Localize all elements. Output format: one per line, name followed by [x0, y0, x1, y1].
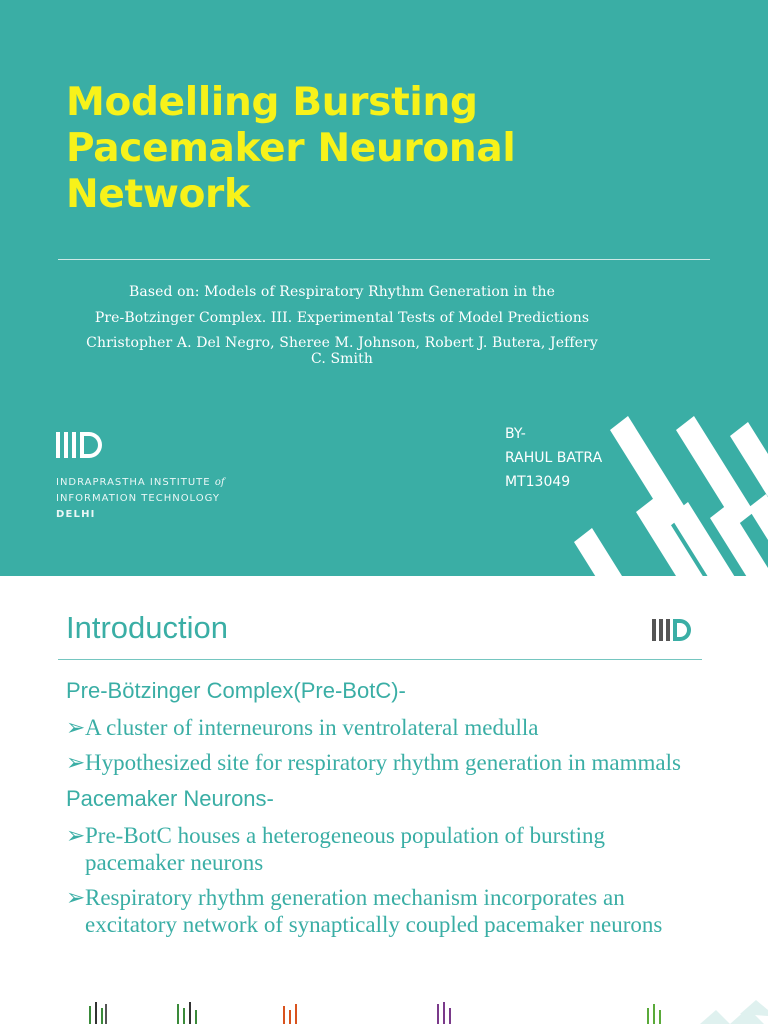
by-label: BY- — [505, 426, 526, 442]
iiitd-logo — [56, 430, 102, 458]
logo-bar — [56, 432, 60, 458]
logo-bar — [659, 619, 663, 641]
institute-line-2: INFORMATION TECHNOLOGY — [56, 493, 221, 504]
title-line-3: Network — [66, 172, 250, 217]
logo-d-shape — [84, 432, 102, 458]
authors-line-1: Christopher A. Del Negro, Sheree M. Johnson, Robert J. Butera, Jeffery — [86, 335, 598, 351]
authors-line-2: C. Smith — [311, 351, 373, 367]
title-divider — [58, 259, 710, 260]
subtitle-authors — [62, 335, 622, 367]
institute-line-1: INDRAPRASTHA INSTITUTE — [56, 477, 211, 488]
iiitd-logo-small — [652, 619, 691, 641]
section-heading: Pre-Bötzinger Complex(Pre-BotC)- — [66, 678, 406, 703]
logo-bar — [64, 432, 68, 458]
title-line-1: Modelling Bursting — [66, 80, 478, 125]
subtitle-line-1: Based on: Models of Respiratory Rhythm Generation in the — [128, 284, 556, 300]
slide-title — [66, 80, 686, 218]
bullet-text: Hypothesized site for respiratory rhythm generation in mammals — [85, 750, 681, 775]
introduction-slide — [0, 576, 768, 1024]
institute-of: of — [214, 477, 225, 488]
author-id: MT13049 — [505, 474, 571, 490]
institute-name — [56, 475, 225, 523]
arrow-bullet-icon: ➢ — [66, 823, 86, 848]
title-divider — [58, 659, 702, 660]
slide-content — [66, 676, 706, 946]
slide-title: Introduction — [66, 610, 228, 645]
author-name: RAHUL BATRA — [505, 450, 603, 466]
logo-d-shape — [677, 619, 691, 641]
bullet-item — [66, 714, 706, 741]
institute-line-3: DELHI — [56, 509, 96, 520]
bullet-text: A cluster of interneurons in ventrolateral medulla — [85, 715, 539, 740]
arrow-bullet-icon: ➢ — [66, 885, 86, 910]
bullet-text: Pre-BotC houses a heterogeneous population of bursting pacemaker neurons — [85, 823, 605, 875]
logo-bar — [666, 619, 670, 641]
title-line-2: Pacemaker Neuronal — [66, 126, 516, 171]
logo-bar — [72, 432, 76, 458]
logo-bar — [652, 619, 656, 641]
section-heading: Pacemaker Neurons- — [66, 786, 274, 811]
arrow-bullet-icon: ➢ — [66, 750, 86, 775]
decorative-footer-marks — [0, 996, 768, 1024]
subtitle-line-2: Pre-Botzinger Complex. III. Experimental Tests of Model Predictions — [94, 310, 590, 326]
slide-subtitle — [62, 279, 622, 367]
arrow-bullet-icon: ➢ — [66, 715, 86, 740]
iiitd-logo-mark — [56, 430, 102, 458]
bullet-item — [66, 749, 706, 776]
bullet-item — [66, 884, 706, 938]
decorative-stripes — [560, 400, 768, 576]
bullet-text: Respiratory rhythm generation mechanism incorporates an excitatory network of synaptically coupled pacemaker neurons — [85, 885, 663, 937]
bullet-item — [66, 822, 706, 876]
